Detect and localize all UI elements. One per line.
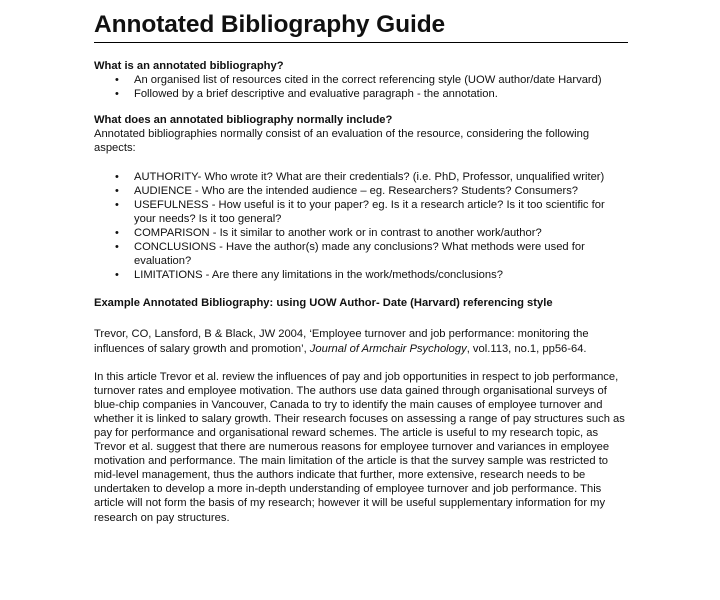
bullet-icon: •: [115, 226, 119, 239]
bullet-icon: •: [115, 241, 119, 254]
section-heading: What does an annotated bibliography normally include?: [94, 114, 393, 127]
list-item: • AUDIENCE - Who are the intended audience – eg. Researchers? Students? Consumers?: [115, 184, 579, 197]
list-item: • Followed by a brief descriptive and evaluative paragraph - the annotation.: [115, 88, 498, 101]
section-intro: Annotated bibliographies normally consist of an evaluation of the resource, considering the following aspects:: [94, 128, 590, 155]
citation: [94, 327, 628, 355]
list-item: • AUTHORITY- Who wrote it? What are their credentials? (i.e. PhD, Professor, unqualified writer): [115, 170, 605, 183]
bullet-icon: •: [115, 184, 119, 197]
section-heading: Example Annotated Bibliography: using UOW Author- Date (Harvard) referencing style: [94, 297, 553, 310]
citation-details: , vol.113, no.1, pp56-64.: [466, 342, 587, 355]
citation-text: Trevor, CO, Lansford, B & Black, JW 2004, ‘Employee turnover and job performance: monitoring the influences of salary growth and promotion’,: [94, 328, 589, 355]
list-item: • An organised list of resources cited in the correct referencing style (UOW author/date Harvard): [115, 74, 602, 87]
list-item: • COMPARISON - Is it similar to another work or in contrast to another work/author?: [115, 226, 542, 239]
bullet-icon: •: [115, 170, 119, 183]
journal-title: Journal of Armchair Psychology: [309, 342, 467, 355]
bullet-icon: •: [115, 269, 119, 282]
page-title: Annotated Bibliography Guide: [94, 10, 628, 43]
list-item: • USEFULNESS - How useful is it to your paper? eg. Is it a research article? Is it too scientific for your needs? Is it too general?: [115, 198, 605, 225]
bullet-list: [94, 73, 628, 101]
section-includes: [94, 113, 628, 282]
bullet-icon: •: [115, 198, 119, 211]
bullet-icon: •: [115, 88, 119, 101]
list-item: • CONCLUSIONS - Have the author(s) made any conclusions? What methods were used for evaluation?: [115, 241, 585, 268]
annotation-paragraph: In this article Trevor et al. review the influences of pay and job opportunities in respect to job performance, turnover rates and employee motivation. The authors use data gained through organisational surveys of blue-chip companies in Vancouver, Canada to try to identify the main causes of employee turnover and whether it is linked to salary growth. Their research focuses on assessing a range of pay structures such as pay for performance and organisational reward schemes. The article is useful to my research topic, as Trevor et al. suggest that there are numerous reasons for employee turnover and variances in employee motivation and performance. The main limitation of the article is that the survey sample was restricted to mid-level management, thus the authors indicate that further, more extensive, research needs to be undertaken to develop a more in-depth understanding of employee turnover and job performance. This article will not form the basis of my research; however it will be useful supplementary information for my research on pay structures.: [94, 370, 625, 524]
document-page: [94, 10, 628, 525]
section-what-is: [94, 59, 628, 101]
section-example: [94, 296, 628, 310]
annotation: [94, 370, 628, 525]
bullet-icon: •: [115, 74, 119, 87]
aspects-list: [94, 170, 628, 283]
section-heading: What is an annotated bibliography?: [94, 60, 284, 72]
list-item: • LIMITATIONS - Are there any limitations in the work/methods/conclusions?: [115, 269, 503, 282]
